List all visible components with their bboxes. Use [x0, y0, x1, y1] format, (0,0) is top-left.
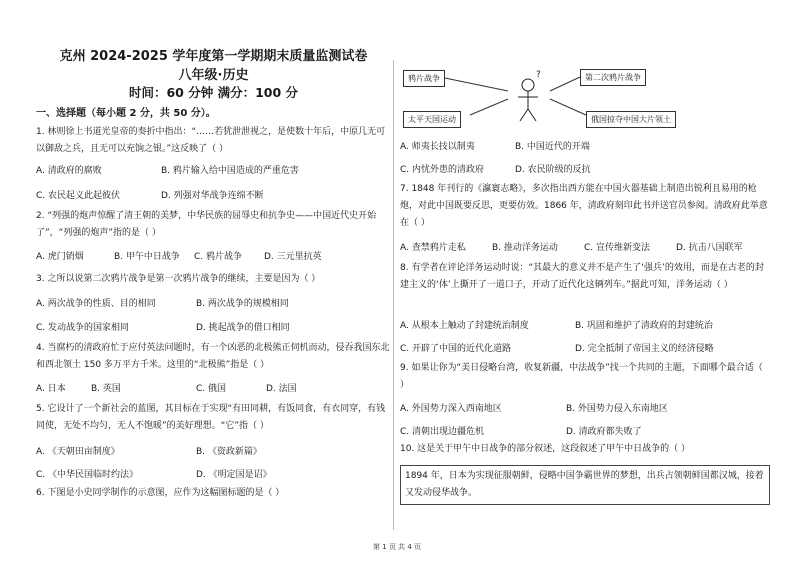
diagram-box-second-opium-war: 第二次鸦片战争 [580, 69, 646, 86]
question-9: 9. 如果让你为“美日侵略台湾，收复新疆，中法战争”找一个共同的主题，下面哪个最合适（ ） [400, 363, 763, 390]
question-4: 4. 当腐朽的清政府忙于应付英法问题时，有一个凶恶的北极熊正伺机而动，侵吞我国东北和西北领土 150 多万平方千米。这里的“北极熊”指是（ ） [36, 343, 390, 370]
question-3: 3. 之所以说第二次鸦片战争是第一次鸦片战争的继续，主要是因为（ ） [36, 274, 321, 284]
question-6-options-row2 [400, 162, 770, 176]
option: C. 宣传维新变法 [584, 243, 651, 253]
option: B. 《资政新篇》 [196, 447, 262, 457]
question-9-options-row2 [400, 424, 770, 438]
question-6: 6. 下图是小史同学制作的示意图，应作为这幅图标题的是（ ） [36, 488, 285, 498]
question-4-options [36, 381, 391, 395]
question-10: 10. 这是关于甲午中日战争的部分叙述，这段叙述了甲午中日战争的（ ） [400, 444, 691, 454]
question-7: 7. 1848 年刊行的《瀛寰志略》，多次指出西方能在中国火器基础上制造出锐利且易用的枪炮，对此中国既要反思，更要仿效。1866 年，清政府刻印此书并送官员参阅。清政府此举意在（ ） [400, 184, 768, 228]
diagram-box-opium-war: 鸦片战争 [403, 70, 445, 87]
option: B. 两次战争的规模相同 [196, 299, 289, 309]
question-5-options-row1 [36, 444, 391, 458]
question-1-options-row1 [36, 163, 391, 177]
option: A. 虎门销烟 [36, 252, 84, 262]
option: D. 挑起战争的借口相同 [196, 323, 290, 333]
option: D. 抗击八国联军 [676, 243, 743, 253]
option: A. 师夷长技以制夷 [400, 142, 475, 152]
question-6-options-row1 [400, 139, 770, 153]
question-8-options-row1 [400, 318, 770, 332]
option: A. 日本 [36, 384, 66, 394]
option: C. 开辟了中国的近代化道路 [400, 344, 512, 354]
exam-meta: 时间：60 分钟 满分：100 分 [128, 85, 299, 100]
option: B. 外国势力侵入东南地区 [566, 404, 668, 414]
question-1-options-row2 [36, 188, 391, 202]
option: B. 巩固和维护了清政府的封建统治 [575, 321, 713, 331]
question-8: 8. 有学者在评论洋务运动时说：“其最大的意义并不是产生了‘强兵’的效用，而是在古老的封建主义的‘体’上撕开了一道口子，开动了近代化这辆列车。”据此可知，洋务运动（ ） [400, 263, 764, 290]
option: A. 两次战争的性质、目的相同 [36, 299, 156, 309]
question-6-diagram [400, 63, 770, 131]
diagram-box-russia: 俄国掠夺中国大片领土 [586, 111, 676, 128]
diagram-box-taiping: 太平天国运动 [403, 111, 461, 128]
page-number: 第 1 页 共 4 页 [372, 543, 422, 551]
option: C. 农民起义此起彼伏 [36, 191, 121, 201]
question-8-options-row2 [400, 341, 770, 355]
question-7-options [400, 240, 770, 254]
question-2: 2. “列强的炮声惊醒了清王朝的美梦，中华民族的屈辱史和抗争史——中国近代史开始了”，“列强的炮声”指的是（ ） [36, 211, 377, 238]
option: D. 完全抵制了帝国主义的经济侵略 [575, 344, 714, 354]
option: A. 外国势力深入西南地区 [400, 404, 502, 414]
option: D. 列强对华战争连绵不断 [161, 191, 264, 201]
exam-title: 克州 2024-2025 学年度第一学期期末质量监测试卷 [59, 49, 368, 64]
option: B. 甲午中日战争 [114, 252, 180, 262]
question-9-options-row1 [400, 401, 770, 415]
question-3-options-row2 [36, 320, 391, 334]
question-1: 1. 林则徐上书道光皇帝的奏折中指出：“……若犹泄泄视之，是使数十年后，中原几无可以御敌之兵，且无可以充饷之银。”这反映了（ ） [36, 127, 386, 154]
section-heading: 一、选择题（每小题 2 分，共 50 分）。 [36, 108, 216, 119]
option: D. 三元里抗英 [264, 252, 322, 262]
option: C. 《中华民国临时约法》 [36, 470, 139, 480]
option: B. 英国 [91, 384, 121, 394]
column-divider [393, 60, 394, 530]
option: D. 法国 [266, 384, 297, 394]
option: C. 鸦片战争 [194, 252, 243, 262]
question-5: 5. 它设计了一个新社会的蓝图，其目标在于实现“有田同耕，有饭同食，有衣同穿，有钱同使，无处不均匀，无人不饱暖”的美好理想。“它”指（ ） [36, 404, 386, 431]
question-5-options-row2 [36, 467, 391, 481]
option: D. 《明定国是诏》 [196, 470, 272, 480]
option: C. 清朝出现边疆危机 [400, 427, 485, 437]
option: A. 查禁鸦片走私 [400, 243, 466, 253]
question-3-options-row1 [36, 296, 391, 310]
exam-subtitle: 八年级·历史 [178, 68, 249, 83]
option: D. 农民阶级的反抗 [515, 165, 591, 175]
option: D. 清政府都失败了 [566, 427, 642, 437]
option: B. 推动洋务运动 [492, 243, 558, 253]
svg-text:?: ? [536, 70, 541, 80]
question-2-options [36, 249, 391, 263]
option: B. 中国近代的开端 [515, 142, 590, 152]
option: B. 鸦片输入给中国造成的严重危害 [161, 166, 299, 176]
option: C. 内忧外患的清政府 [400, 165, 485, 175]
option: A. 从根本上触动了封建统治制度 [400, 321, 529, 331]
option: C. 俄国 [196, 384, 227, 394]
option: A. 清政府的腐败 [36, 166, 102, 176]
option: C. 发动战争的国家相同 [36, 323, 130, 333]
question-10-source-box: 1894 年，日本为实现征服朝鲜，侵略中国争霸世界的梦想，出兵占领朝鲜国都汉城，接着又发动侵华战争。 [400, 465, 770, 505]
option: A. 《天朝田亩制度》 [36, 447, 120, 457]
